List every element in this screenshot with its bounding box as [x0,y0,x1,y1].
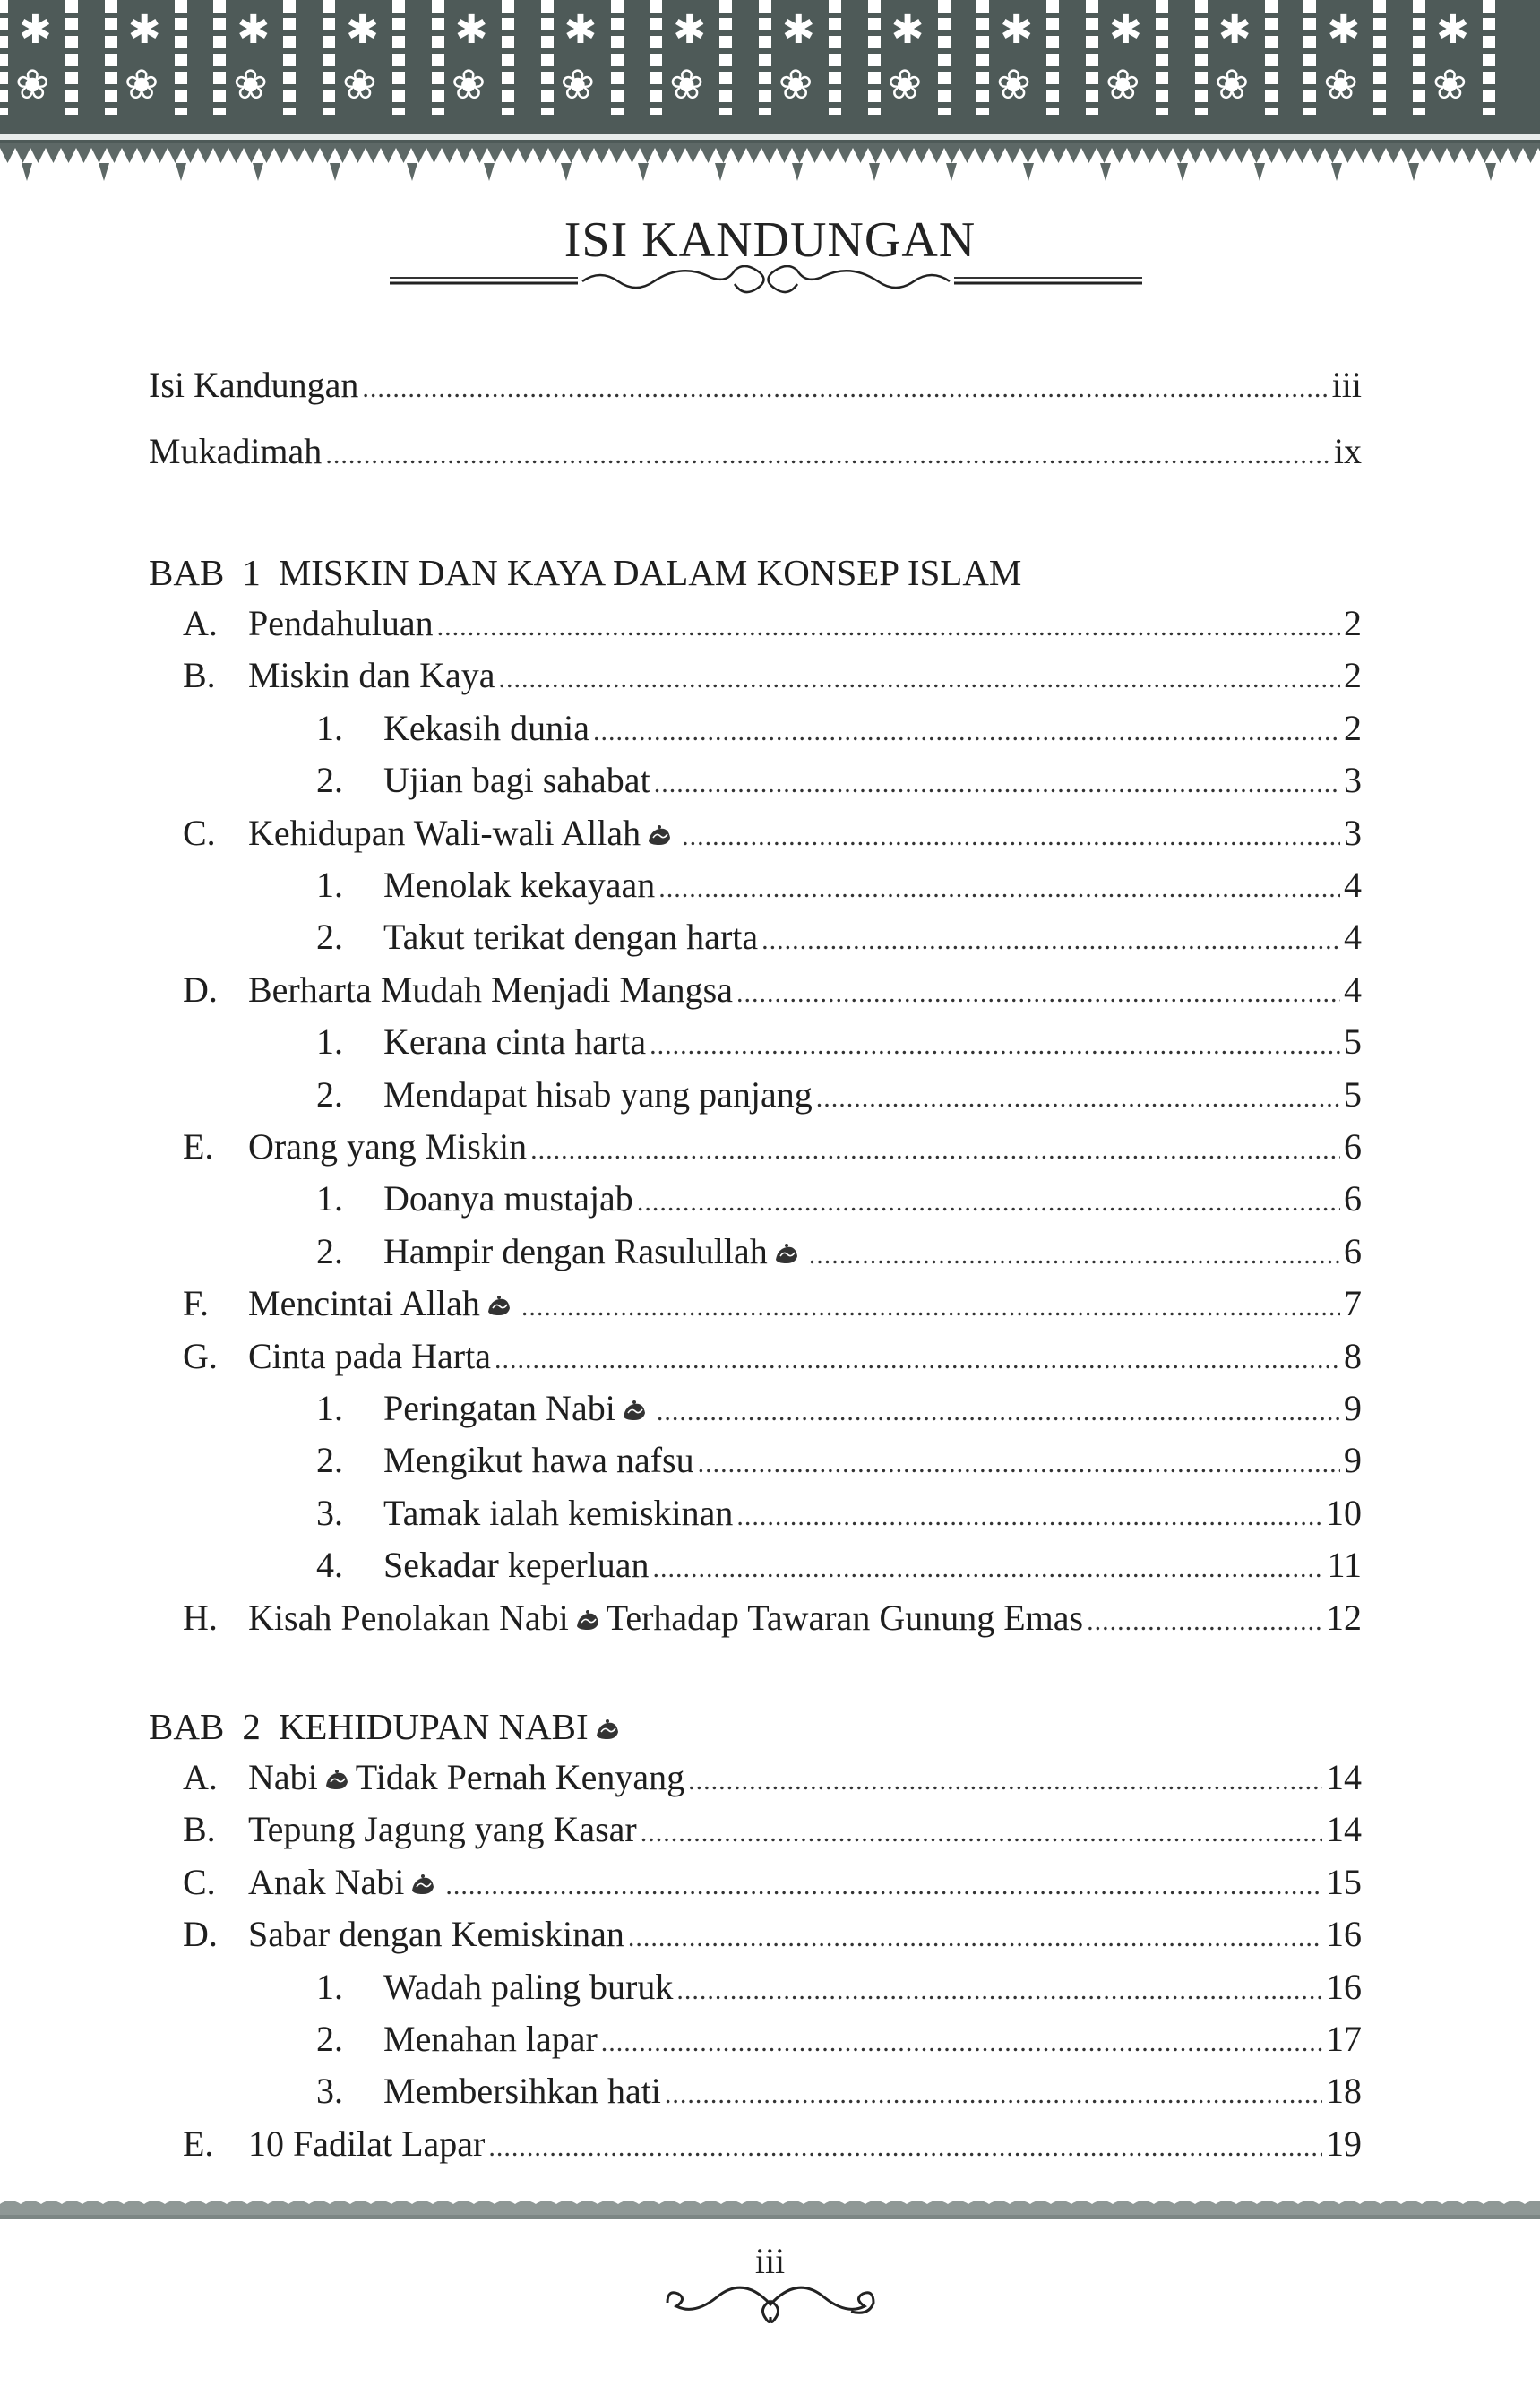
dot-leader [698,1443,1340,1486]
entry-page-number: 16 [1326,1914,1362,1955]
toc-entry[interactable] [183,1125,1362,1168]
entry-page-number: 19 [1326,2123,1362,2164]
entry-marker: C. [183,1861,216,1902]
title-flourish-ornament [390,265,1142,301]
star-motif-icon: ✱ [454,8,488,52]
star-motif-icon: ✱ [1327,8,1361,52]
entry-marker: 1. [316,1178,343,1219]
entry-label [248,1597,1083,1640]
chapter-number: 2 [242,1706,261,1747]
dot-leader [761,919,1340,962]
star-motif-icon: ✱ [1109,8,1142,52]
band-border-column [759,0,771,115]
star-motif-icon: ✱ [1217,8,1252,52]
dot-leader [676,1969,1322,2012]
entry-title: Hampir dengan Rasulullah [383,1230,768,1271]
flower-motif-icon: ❀ [1432,62,1467,108]
toc-entry[interactable] [316,1439,1362,1482]
band-border-column [719,0,732,115]
entry-title: Mukadimah [149,431,323,471]
entry-label [248,654,495,697]
dot-leader [650,1024,1340,1067]
entry-page-number: 9 [1344,1388,1362,1428]
flower-motif-icon: ❀ [1214,62,1250,108]
entry-page-number: 4 [1344,917,1362,958]
entry-title: Miskin dan Kaya [248,655,495,696]
band-border-column [829,0,841,115]
entry-label [248,1913,624,1956]
entry-page-number: 14 [1326,1757,1362,1797]
entry-title: Peringatan Nabi [383,1388,615,1428]
dot-leader [809,1234,1340,1277]
entry-page-number: 6 [1344,1126,1362,1167]
dot-leader [658,867,1340,910]
entry-label [248,969,733,1012]
band-border-column [541,0,554,115]
entry-label [149,430,322,473]
entry-title-cont: Terhadap Tawaran Gunung Emas [606,1597,1084,1638]
dot-leader [499,658,1340,701]
dot-leader [665,2073,1322,2116]
toc-entry[interactable] [316,1177,1362,1220]
band-border-column [65,0,78,115]
entry-label [383,1387,653,1430]
entry-label [248,1335,491,1378]
star-motif-icon: ✱ [19,8,52,52]
band-border-column [1086,0,1098,115]
entry-page-number: 2 [1344,707,1362,748]
entry-label [248,1861,442,1904]
entry-marker: 2. [316,2019,343,2059]
entry-label [383,916,758,959]
star-motif-icon: ✱ [890,8,925,52]
star-motif-icon: ✱ [127,8,161,52]
flower-motif-icon: ❀ [996,62,1031,108]
entry-title: Tamak ialah kemiskinan [383,1492,734,1533]
entry-title: Pendahuluan [248,603,434,643]
entry-page-number: 15 [1326,1861,1362,1902]
flower-motif-icon: ❀ [15,62,50,108]
swt-icon [646,823,673,847]
entry-page-number: 7 [1344,1283,1362,1324]
entry-marker: 1. [316,865,343,905]
band-border-column [1046,0,1059,115]
entry-page-number: 16 [1326,1966,1362,2007]
dot-leader [657,1391,1340,1434]
flower-motif-icon: ❀ [560,62,596,108]
entry-title: Cinta pada Harta [248,1335,491,1376]
toc-entry[interactable] [316,759,1362,802]
page-number: iii [754,2241,786,2281]
toc-entry[interactable] [183,1756,1362,1799]
dot-leader [641,1812,1322,1855]
entry-marker: 2. [316,1073,343,1115]
entry-marker: F. [183,1283,210,1324]
entry-label [383,759,650,802]
entry-title: Orang yang Miskin [248,1126,528,1167]
toc-entry[interactable] [316,1387,1362,1430]
band-border-column [650,0,662,115]
dot-leader [736,1495,1322,1538]
toc-entry[interactable] [316,916,1362,959]
band-border-column [213,0,226,115]
entry-title: Kehidupan Wali-wali Allah [248,812,641,853]
entry-title-cont: Tidak Pernah Kenyang [355,1757,685,1797]
entry-title: Takut terikat dengan harta [383,917,759,958]
toc-entry[interactable] [316,2070,1362,2113]
entry-label [383,1021,646,1064]
saw-icon [773,1242,800,1265]
entry-title: Berharta Mudah Menjadi Mangsa [248,969,733,1010]
entry-marker: 2. [316,1440,343,1481]
entry-label [383,1492,733,1535]
dot-leader [654,762,1340,805]
entry-marker: 1. [316,1388,343,1428]
zigzag-border-bottom [0,2195,1540,2222]
entry-marker: D. [183,1914,218,1955]
band-border-column [105,0,117,115]
band-border-column [868,0,881,115]
dot-leader [445,1865,1322,1908]
star-motif-icon: ✱ [346,8,379,52]
page-number-flourish [658,2280,882,2325]
dot-leader [437,606,1340,649]
entry-label [248,602,434,645]
entry-page-number: 3 [1344,760,1362,801]
flower-motif-icon: ❀ [233,62,268,108]
band-border-column [323,0,335,115]
flower-motif-icon: ❀ [451,62,486,108]
entry-marker: 1. [316,1966,343,2007]
entry-label [383,2070,661,2113]
band-border-column [1483,0,1495,115]
toc-entry[interactable] [183,1282,1362,1325]
entry-page-number: 17 [1326,2019,1362,2059]
header-stripe [0,134,1540,140]
entry-page-number: 9 [1344,1440,1362,1481]
entry-label [383,1073,813,1116]
band-border-column [392,0,405,115]
entry-marker: 1. [316,707,343,748]
dot-leader [653,1547,1324,1590]
dot-leader [325,434,1330,477]
toc-entry[interactable] [316,1966,1362,2009]
entry-page-number: 14 [1326,1809,1362,1850]
entry-title: Mencintai Allah [248,1283,480,1324]
swt-icon [486,1294,512,1317]
entry-page-number: 6 [1344,1178,1362,1219]
dot-leader [628,1917,1322,1960]
entry-title: Wadah paling buruk [383,1966,674,2007]
entry-title: Nabi [248,1757,318,1797]
star-motif-icon: ✱ [673,8,707,52]
chapter-heading [149,1705,626,1748]
entry-title: Sabar dengan Kemiskinan [248,1914,624,1955]
band-border-column [0,0,8,115]
saw-icon [323,1768,350,1791]
flower-motif-icon: ❀ [1106,62,1140,108]
toc-entry[interactable] [183,2123,1362,2166]
entry-marker: 2. [316,760,343,801]
toc-entry[interactable] [316,707,1362,750]
entry-marker: E. [183,1126,214,1167]
toc-entry[interactable] [316,1021,1362,1064]
entry-label [248,2123,485,2166]
entry-marker: 2. [316,917,343,958]
band-border-column [175,0,187,115]
dot-leader [736,972,1340,1015]
entry-title: Menahan lapar [383,2019,598,2059]
flower-motif-icon: ❀ [887,62,923,108]
entry-title: Mengikut hawa nafsu [383,1440,694,1481]
entry-page-number: 4 [1344,865,1362,905]
entry-title: Doanya mustajab [383,1178,633,1219]
dot-leader [521,1286,1340,1329]
entry-label [383,707,589,750]
star-motif-icon: ✱ [1436,8,1469,52]
entry-page-number: 18 [1326,2071,1362,2112]
toc-entry[interactable] [183,1861,1362,1904]
dot-leader [601,2021,1322,2064]
band-border-column [502,0,514,115]
toc-entry[interactable] [183,1913,1362,1956]
toc-entry[interactable] [316,1492,1362,1535]
entry-page-number: ix [1333,431,1362,471]
toc-entry[interactable] [183,969,1362,1012]
band-border-column [432,0,444,115]
toc-entry[interactable] [183,654,1362,697]
entry-page-number: 11 [1327,1545,1362,1586]
entry-page-number: 8 [1344,1335,1362,1376]
dot-leader [495,1339,1340,1382]
saw-icon [621,1399,648,1422]
entry-marker: 1. [316,1021,343,1063]
entry-marker: 2. [316,1230,343,1271]
entry-marker: D. [183,969,218,1010]
star-motif-icon: ✱ [1000,8,1034,52]
entry-label [383,864,655,907]
toc-entry[interactable] [183,812,1362,855]
entry-title: 10 Fadilat Lapar [248,2123,486,2164]
band-border-column [1303,0,1316,115]
entry-title: Mendapat hisab yang panjang [383,1073,813,1115]
dot-leader [688,1760,1322,1803]
chapter-label: BAB [149,1706,225,1747]
toc-entry[interactable] [183,1597,1362,1640]
star-motif-icon: ✱ [781,8,815,52]
entry-label [383,1439,694,1482]
entry-label [248,1808,637,1851]
flower-motif-icon: ❀ [778,62,813,108]
header-ornament-band [0,0,1540,143]
entry-title: Anak Nabi [248,1861,405,1902]
entry-marker: E. [183,2123,214,2164]
chapter-label: BAB [149,552,225,593]
saw-icon [409,1873,436,1896]
entry-marker: H. [183,1597,218,1638]
entry-label [149,364,358,407]
dot-leader [362,367,1328,410]
entry-marker: B. [183,655,216,696]
toc-entry[interactable] [316,1073,1362,1116]
entry-page-number: iii [1331,365,1362,405]
entry-title: Isi Kandungan [149,365,359,405]
toc-entry[interactable] [183,602,1362,645]
toc-entry[interactable] [183,1808,1362,1851]
entry-title: Kisah Penolakan Nabi [248,1597,569,1638]
dot-leader [682,815,1340,858]
entry-label [248,812,678,855]
entry-marker: C. [183,812,216,853]
band-border-column [1373,0,1386,115]
flower-motif-icon: ❀ [124,62,159,108]
entry-title: Menolak kekayaan [383,865,656,905]
entry-marker: 3. [316,2071,343,2112]
entry-title: Sekadar keperluan [383,1545,650,1586]
saw-icon [574,1608,601,1632]
band-border-column [1195,0,1208,115]
entry-label [248,1756,684,1799]
entry-label [383,1544,650,1587]
toc-entry[interactable] [316,864,1362,907]
entry-marker: G. [183,1335,218,1376]
entry-page-number: 2 [1344,655,1362,696]
entry-page-number: 5 [1344,1073,1362,1115]
entry-marker: B. [183,1809,216,1850]
band-border-column [611,0,624,115]
dot-leader [1087,1600,1322,1643]
entry-title: Kekasih dunia [383,707,589,748]
entry-page-number: 12 [1326,1597,1362,1638]
entry-page-number: 3 [1344,812,1362,853]
dot-leader [530,1129,1340,1172]
entry-marker: 4. [316,1545,343,1586]
entry-label [383,1177,633,1220]
entry-title: Membersihkan hati [383,2071,661,2112]
flower-motif-icon: ❀ [669,62,704,108]
entry-label [383,2018,598,2061]
toc-entry[interactable] [183,1335,1362,1378]
entry-marker: 3. [316,1492,343,1533]
entry-marker: A. [183,603,218,643]
band-border-column [976,0,989,115]
entry-page-number: 4 [1344,969,1362,1010]
entry-page-number: 2 [1344,603,1362,643]
page-title: ISI KANDUNGAN [564,212,976,268]
flower-motif-icon: ❀ [342,62,377,108]
dot-leader [593,711,1340,754]
entry-title: Tepung Jagung yang Kasar [248,1809,637,1850]
chapter-title: MISKIN DAN KAYA DALAM KONSEP ISLAM [278,552,1022,593]
toc-entry[interactable] [316,1544,1362,1587]
entry-label [248,1282,518,1325]
band-border-column [938,0,951,115]
toc-entry[interactable] [149,364,1362,407]
entry-title: Ujian bagi sahabat [383,760,650,801]
band-border-column [1413,0,1425,115]
dot-leader [816,1077,1340,1120]
saw-icon [594,1718,621,1741]
entry-marker: A. [183,1757,218,1797]
entry-label [383,1230,805,1273]
entry-page-number: 10 [1326,1492,1362,1533]
star-motif-icon: ✱ [237,8,271,52]
chapter-heading [149,551,1021,594]
dot-leader [637,1181,1340,1224]
chapter-title: KEHIDUPAN NABI [278,1706,589,1747]
band-border-column [283,0,296,115]
flower-motif-icon: ❀ [1323,62,1358,108]
toc-entry[interactable] [316,2018,1362,2061]
toc-entry[interactable] [149,430,1362,473]
zigzag-border-top [0,143,1540,188]
star-motif-icon: ✱ [564,8,598,52]
band-border-column [1265,0,1278,115]
entry-page-number: 5 [1344,1021,1362,1063]
entry-page-number: 6 [1344,1230,1362,1271]
entry-label [248,1125,527,1168]
entry-title: Kerana cinta harta [383,1021,647,1063]
entry-label [383,1966,673,2009]
band-border-column [1156,0,1168,115]
toc-entry[interactable] [316,1230,1362,1273]
chapter-number: 1 [242,552,261,593]
dot-leader [488,2126,1322,2169]
